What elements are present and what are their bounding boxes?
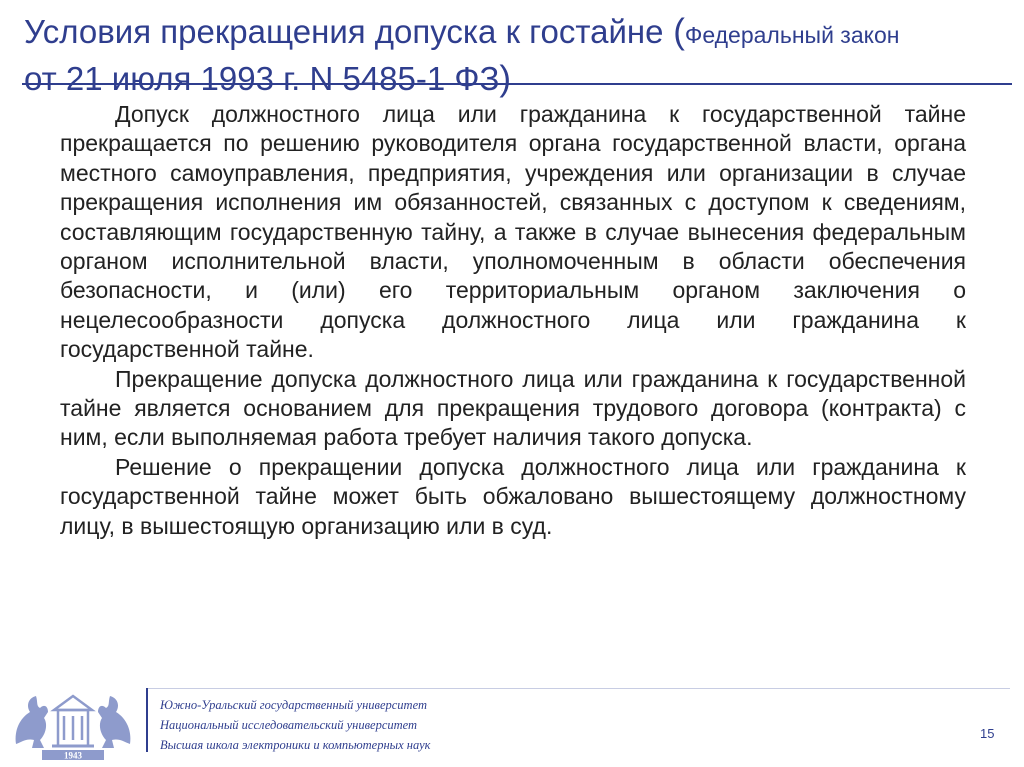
logo-year: 1943: [64, 750, 82, 761]
footer-divider: [146, 688, 148, 752]
title-open-paren: (: [663, 12, 685, 51]
footer-school: Высшая школа электроники и компьютерных наук: [160, 738, 431, 752]
title-main: Условия прекращения допуска к гостайне: [24, 13, 664, 50]
paragraph-2: Прекращение допуска должностного лица или гражданина к государственной тайне является основанием для прекращения трудового договора (контракта) с ним, если выполняемая работа требует наличия такого допуска.: [60, 365, 966, 451]
page-number: 15: [980, 726, 995, 741]
title-close-paren: ): [499, 59, 512, 98]
footer-text: [160, 695, 430, 755]
footer-rule: [146, 688, 1010, 689]
slide-title: [24, 10, 1004, 101]
footer-university: Южно-Уральский государственный университет: [160, 698, 427, 712]
paragraph-1: Допуск должностного лица или гражданина к государственной тайне прекращается по решению руководителя органа государственной власти, органа местного самоуправления, предприятия, учреждения или организации в случае прекращения исполнения им обязанностей, связанных с доступом к сведениям, составляющим государственную тайну, а также в случае вынесения федеральным органом исполнительной власти, уполномоченным в области обеспечения безопасности, и (или) его территориальным органом заключения о нецелесообразности допуска должностного лица или гражданина к государственной тайне.: [60, 101, 966, 363]
paragraph-3: Решение о прекращении допуска должностного лица или гражданина к государственной тайне может быть обжаловано вышестоящему должностному лицу, в вышестоящую организацию или в суд.: [60, 453, 966, 539]
university-logo: [8, 682, 138, 762]
slide-content: [60, 100, 966, 541]
footer-status: Национальный исследовательский университет: [160, 718, 418, 732]
title-underline: [22, 83, 1012, 85]
title-law-part2: от 21 июля 1993 г. N 5485-1 ФЗ: [24, 60, 500, 97]
title-law-part1: Федеральный закон: [684, 22, 900, 48]
